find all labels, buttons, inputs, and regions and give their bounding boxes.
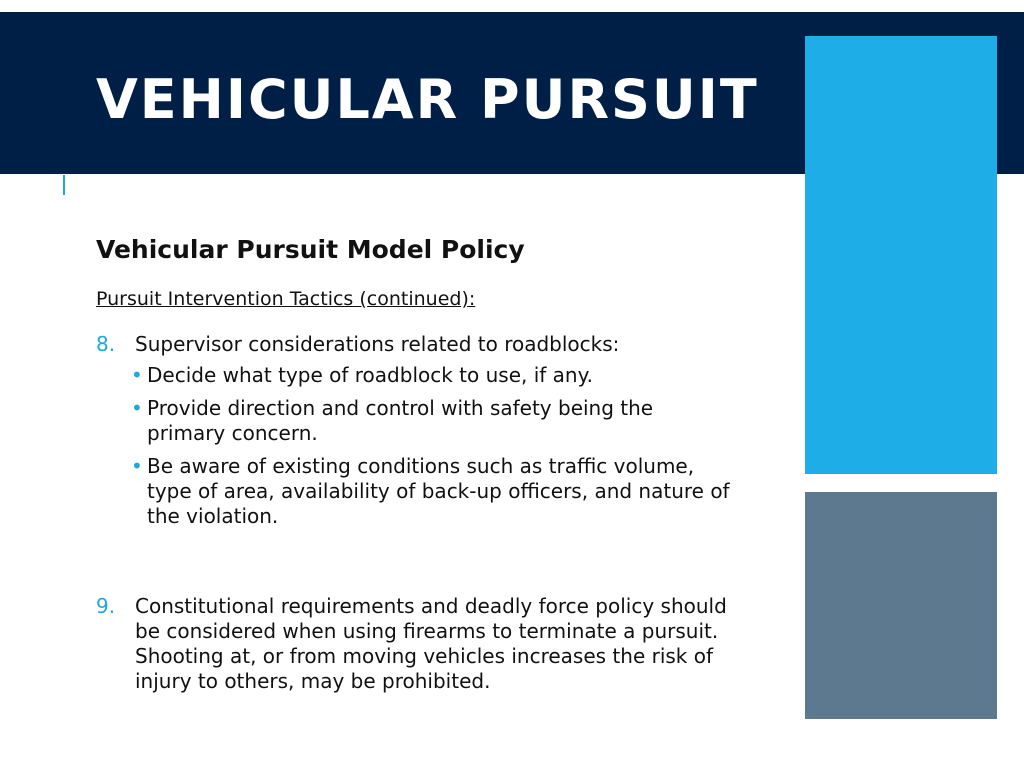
bullet-dot-icon: • — [131, 396, 143, 420]
side-block-blue — [805, 36, 997, 474]
bullet-text: Decide what type of roadblock to use, if any. — [147, 363, 593, 387]
bullet-item — [131, 396, 731, 446]
item-number: 9. — [96, 594, 116, 618]
item-text: Supervisor considerations related to roadblocks: — [135, 332, 620, 356]
accent-tick — [63, 175, 65, 195]
section-label: Pursuit Intervention Tactics (continued): — [96, 288, 476, 310]
item-number: 8. — [96, 332, 116, 356]
bullet-item — [131, 454, 731, 529]
bullet-dot-icon: • — [131, 454, 143, 478]
item-text: Constitutional requirements and deadly force policy should be considered when using firearms to terminate a pursuit. Shooting at, or from moving vehicles increases the risk of injury to others, may be prohibited. — [135, 594, 727, 693]
bullet-item — [131, 363, 731, 388]
slide-subtitle: Vehicular Pursuit Model Policy — [96, 235, 525, 264]
bullet-text: Be aware of existing conditions such as traffic volume, type of area, availability of back-up officers, and nature of the violation. — [147, 454, 730, 528]
bullet-dot-icon: • — [131, 363, 143, 387]
list-item-9 — [96, 594, 776, 694]
bullet-text: Provide direction and control with safety being the primary concern. — [147, 396, 654, 445]
list-item-8 — [96, 332, 776, 357]
slide-title: VEHICULAR PURSUIT — [96, 68, 759, 131]
side-block-gray — [805, 492, 997, 719]
